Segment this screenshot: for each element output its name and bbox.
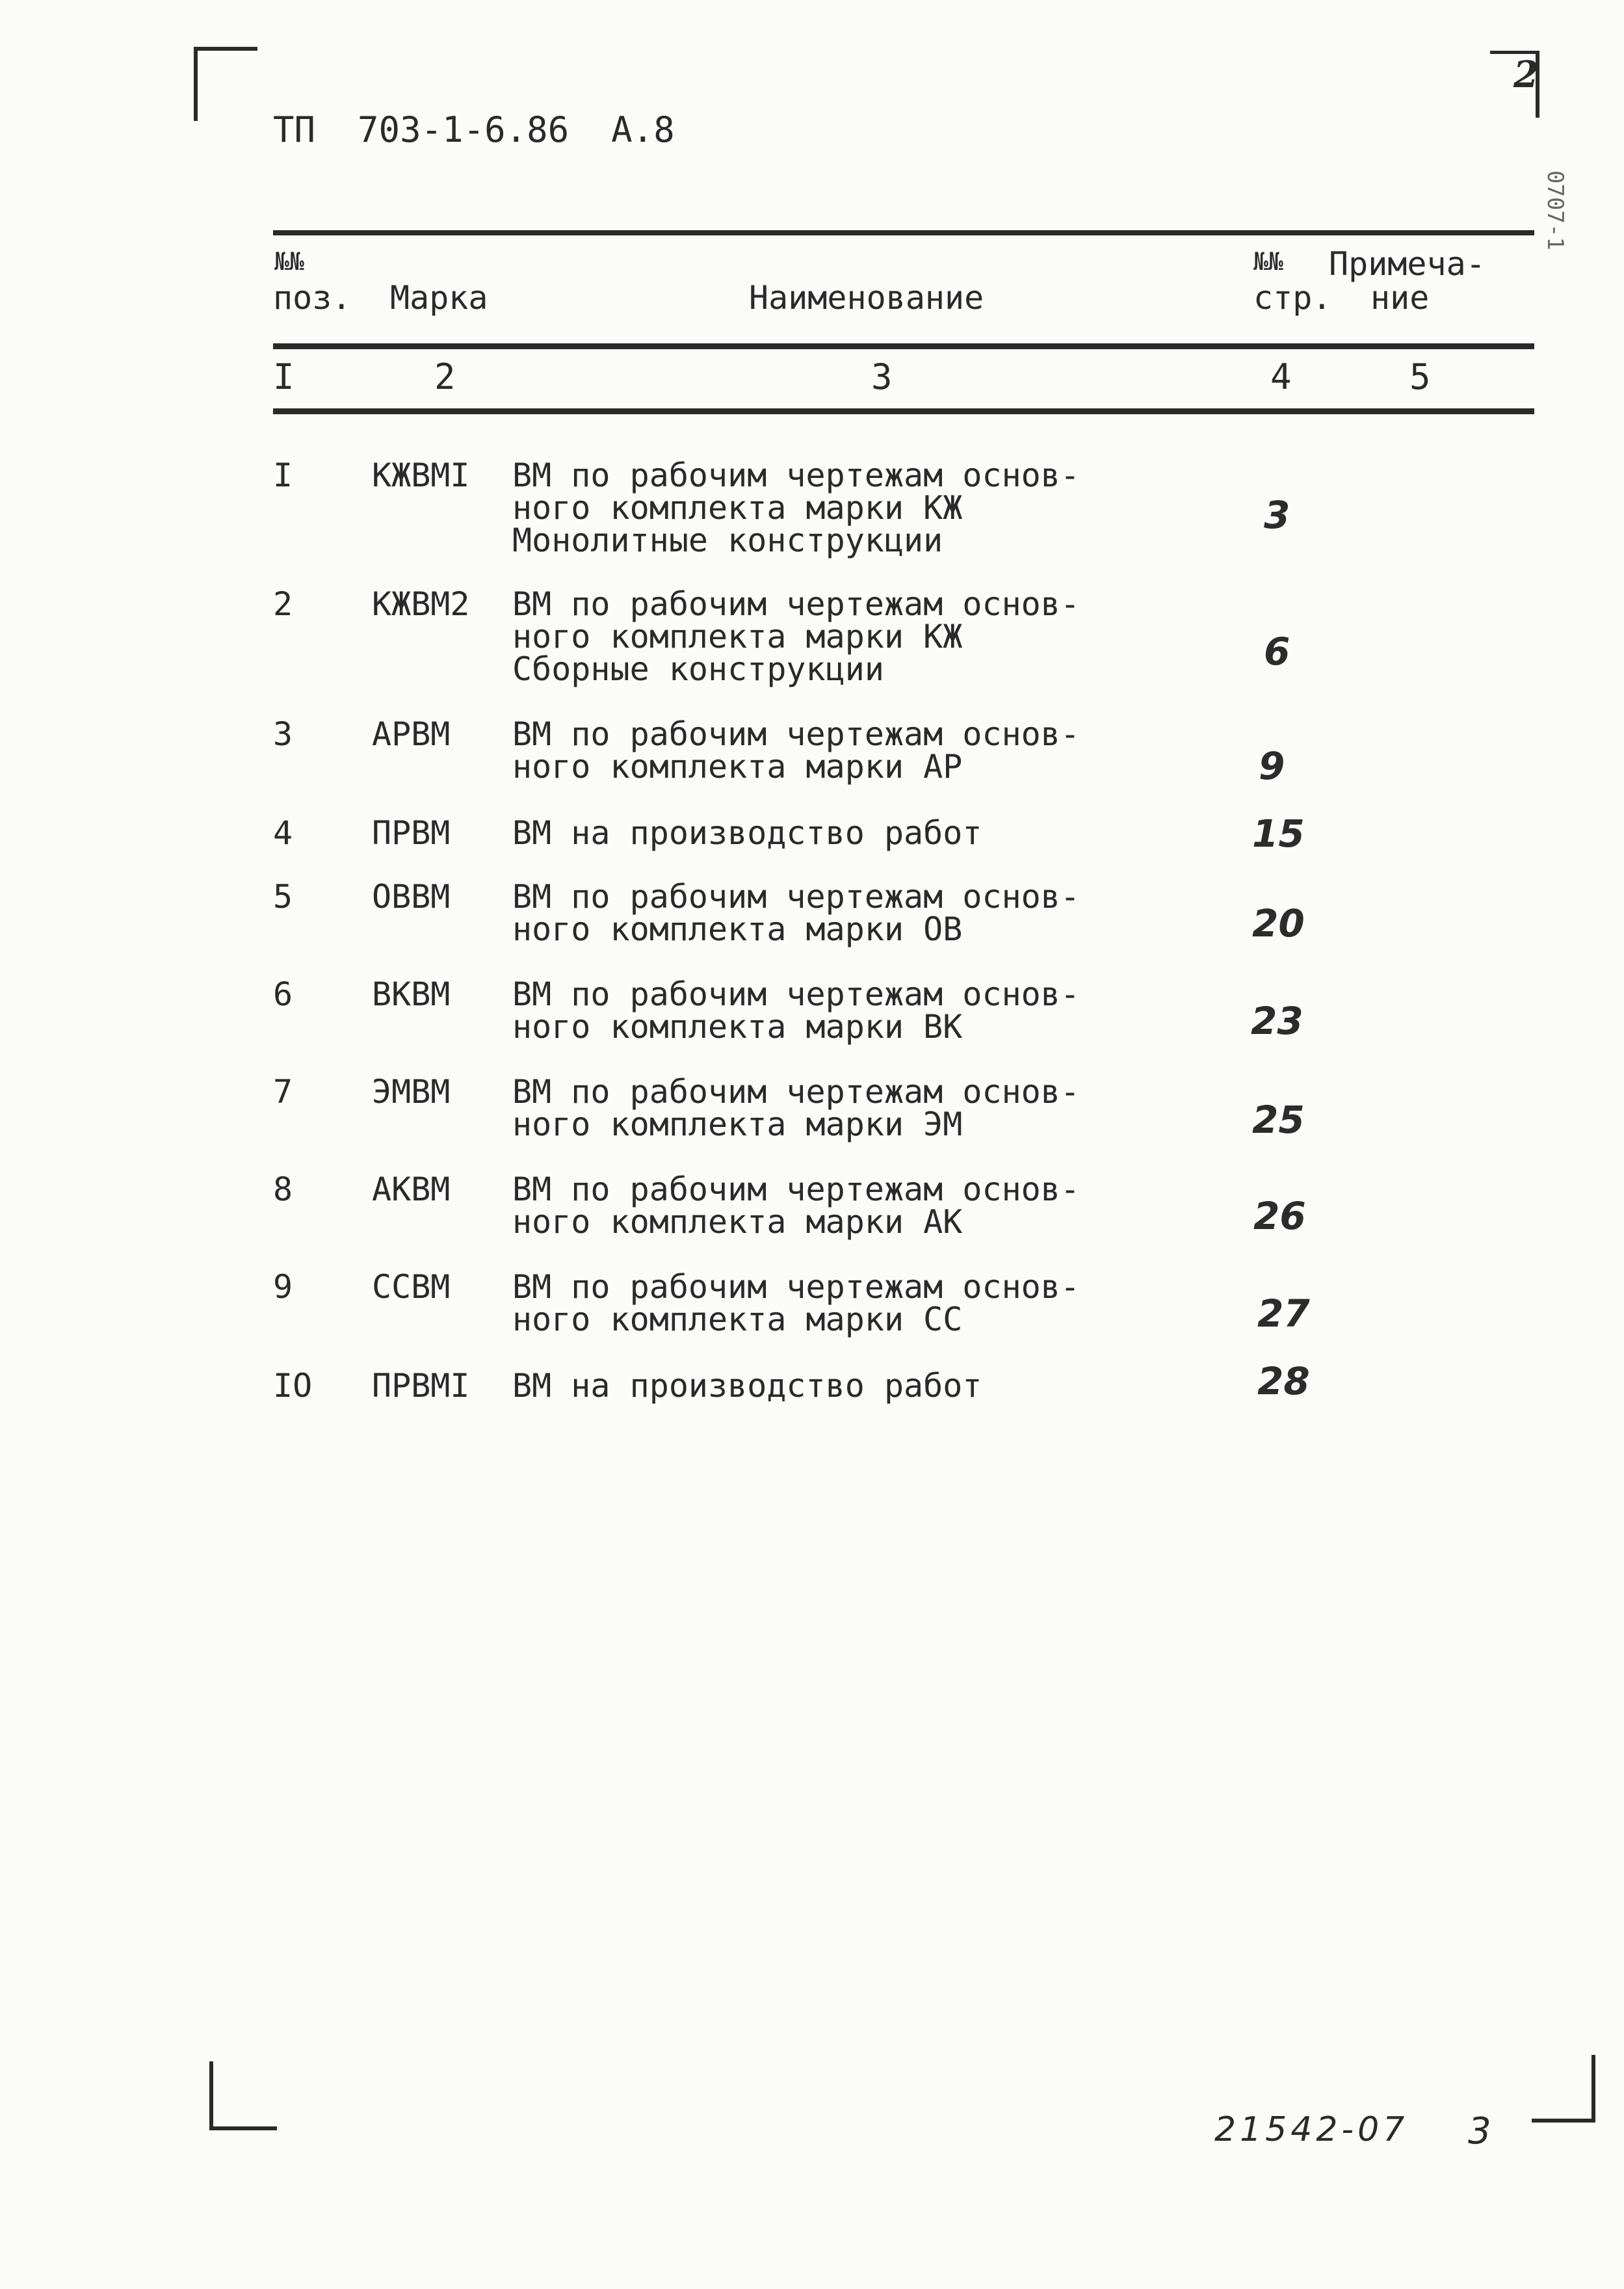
row-name-line: ВМ по рабочим чертежам основ-	[512, 975, 1080, 1013]
document-code: ТП 703-1-6.86 А.8	[273, 109, 675, 150]
row-page-number: 27	[1257, 1291, 1310, 1336]
header-note-line2: ние	[1370, 279, 1430, 317]
row-name-line: ного комплекта марки АК	[512, 1203, 963, 1241]
row-position: 4	[273, 814, 293, 852]
row-name-line: ВМ на производство работ	[512, 814, 982, 852]
row-name-line: ВМ по рабочим чертежам основ-	[512, 1268, 1080, 1306]
row-mark: ПРВМ	[372, 814, 451, 852]
row-mark: ОВВМ	[372, 878, 451, 916]
header-mark: Марка	[390, 279, 488, 317]
side-code: 0707-1	[1542, 170, 1568, 250]
footer-page-number: 3	[1468, 2110, 1491, 2152]
row-position: IO	[273, 1367, 313, 1405]
frame-corner-top-left	[194, 47, 257, 121]
row-name-line: ВМ по рабочим чертежам основ-	[512, 715, 1080, 753]
row-mark: АКВМ	[372, 1171, 451, 1208]
table-header-rule	[273, 343, 1534, 349]
row-name-line: ного комплекта марки КЖ	[512, 489, 963, 527]
row-position: 5	[273, 878, 293, 916]
row-position: 6	[273, 975, 293, 1013]
row-name-line: ВМ на производство работ	[512, 1367, 982, 1405]
row-name-line: ного комплекта марки КЖ	[512, 618, 963, 655]
row-name-line: Сборные конструкции	[512, 650, 884, 688]
header-pos-line2: поз.	[273, 279, 352, 317]
header-pos-line1: №№	[274, 247, 304, 276]
row-mark: КЖВМ2	[372, 585, 470, 623]
row-name-line: ного комплекта марки ВК	[512, 1008, 963, 1046]
row-mark: КЖВМI	[372, 456, 470, 494]
row-name-line: ВМ по рабочим чертежам основ-	[512, 878, 1080, 916]
row-name-line: ВМ по рабочим чертежам основ-	[512, 1171, 1080, 1208]
row-name-line: Монолитные конструкции	[512, 522, 943, 559]
row-page-number: 26	[1253, 1194, 1306, 1238]
header-note-line1: Примеча-	[1329, 245, 1486, 283]
row-name-line: ного комплекта марки АР	[512, 748, 963, 786]
table-column-number-rule	[273, 408, 1534, 414]
row-name-line: ного комплекта марки ЭМ	[512, 1105, 963, 1143]
header-page-line2: стр.	[1253, 279, 1332, 317]
row-mark: ПРВМI	[372, 1367, 470, 1405]
row-position: 2	[273, 585, 293, 623]
row-page-number: 28	[1257, 1359, 1310, 1403]
row-page-number: 6	[1264, 629, 1290, 674]
header-page-line1: №№	[1253, 247, 1283, 276]
column-number-3: 3	[871, 356, 893, 397]
row-position: I	[273, 456, 293, 494]
header-name: Наименование	[749, 279, 984, 317]
row-page-number: 23	[1251, 999, 1303, 1043]
frame-corner-bottom-right	[1532, 2055, 1595, 2123]
footer-album-code: 21542-07	[1214, 2110, 1409, 2149]
row-position: 3	[273, 715, 293, 753]
row-name-line: ВМ по рабочим чертежам основ-	[512, 585, 1080, 623]
row-name-line: ного комплекта марки ОВ	[512, 910, 963, 948]
row-page-number: 9	[1259, 744, 1285, 788]
row-position: 7	[273, 1073, 293, 1111]
row-page-number: 20	[1252, 901, 1305, 946]
row-mark: ВКВМ	[372, 975, 451, 1013]
row-mark: АРВМ	[372, 715, 451, 753]
column-number-1: I	[273, 356, 295, 397]
row-mark: ЭМВМ	[372, 1073, 451, 1111]
row-page-number: 25	[1252, 1098, 1305, 1142]
row-mark: ССВМ	[372, 1268, 451, 1306]
row-name-line: ВМ по рабочим чертежам основ-	[512, 1073, 1080, 1111]
row-name-line: ного комплекта марки СС	[512, 1301, 963, 1338]
column-number-4: 4	[1270, 356, 1292, 397]
row-position: 9	[273, 1268, 293, 1306]
row-page-number: 15	[1252, 812, 1305, 856]
column-number-2: 2	[434, 356, 456, 397]
row-page-number: 3	[1264, 493, 1290, 537]
table-top-rule	[273, 230, 1534, 235]
row-name-line: ВМ по рабочим чертежам основ-	[512, 456, 1080, 494]
row-position: 8	[273, 1171, 293, 1208]
frame-corner-bottom-left	[209, 2061, 277, 2130]
sheet-number: 2	[1513, 53, 1539, 96]
column-number-5: 5	[1409, 356, 1431, 397]
